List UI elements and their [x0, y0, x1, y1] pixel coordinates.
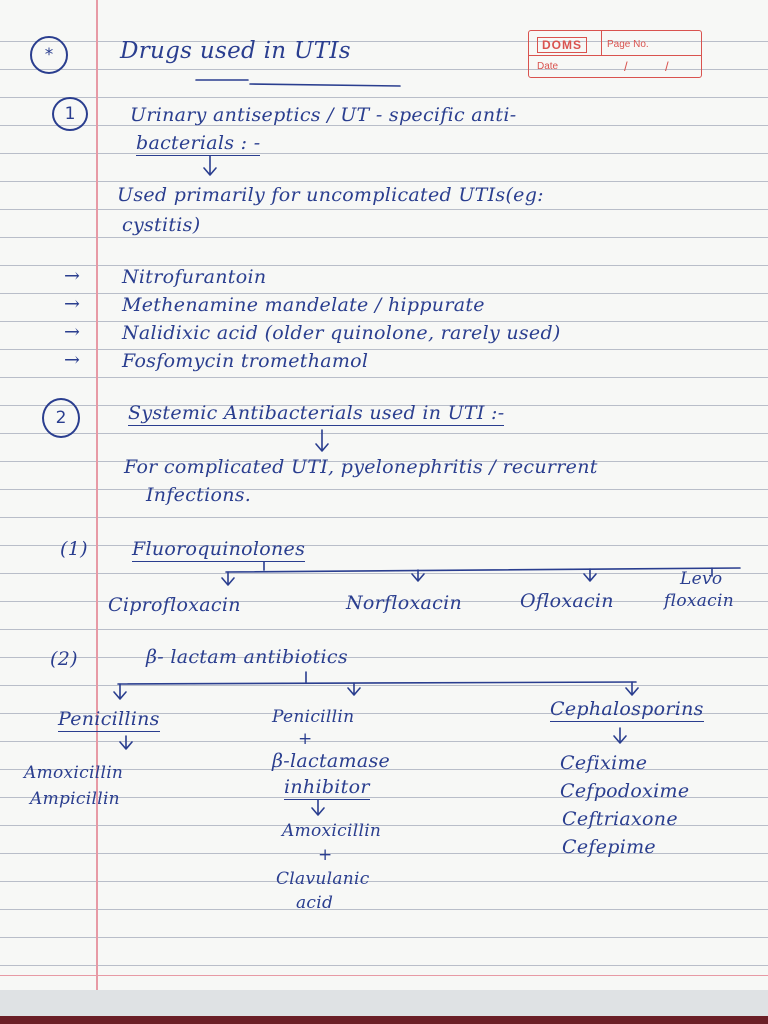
- section2-desc-line2: Infections.: [146, 484, 252, 506]
- list-item: Nitrofurantoin: [122, 266, 267, 288]
- fluoro-index: (1): [60, 538, 88, 560]
- branch-bracket: [226, 562, 740, 572]
- combo-drug: Amoxicillin: [282, 821, 382, 841]
- branch-bracket: [118, 672, 636, 684]
- cephalosporin-drug: Cefpodoxime: [560, 780, 690, 802]
- stamp-date-slash: /: [665, 59, 669, 74]
- fluoro-title: Fluoroquinolones: [132, 538, 306, 560]
- stamp-date-slash: /: [624, 59, 628, 74]
- list-item: Fosfomycin tromethamol: [122, 350, 369, 372]
- combo-line2: β-lactamase: [272, 750, 391, 772]
- penicillin-drug: Amoxicillin: [24, 763, 124, 783]
- down-arrow-icon: [222, 572, 234, 585]
- section-number-text: 1: [64, 104, 76, 124]
- bullet-arrow-icon: →: [64, 321, 81, 343]
- combo-line4: Clavulanic: [276, 869, 370, 889]
- list-item: Nalidixic acid (older quinolone, rarely used): [122, 322, 561, 344]
- section2-heading: Systemic Antibacterials used in UTI :-: [128, 402, 505, 424]
- down-arrow-icon: [626, 682, 638, 695]
- down-arrow-icon: [348, 683, 360, 695]
- fluoro-drug-levo-line2: floxacin: [664, 591, 734, 611]
- fluoro-drug: Ciprofloxacin: [108, 594, 241, 616]
- bullet-arrow-icon: →: [64, 349, 81, 371]
- penicillin-drug: Ampicillin: [30, 789, 120, 809]
- bullet-arrow-icon: →: [64, 265, 81, 287]
- bullet-arrow-icon: →: [64, 293, 81, 315]
- combo-line1: Penicillin: [272, 707, 355, 727]
- down-arrow-icon: [316, 430, 328, 451]
- fluoro-drug-levo-line1: Levo: [680, 569, 723, 589]
- stamp-page-label: Page No.: [607, 39, 649, 50]
- beta-title: β- lactam antibiotics: [146, 646, 348, 668]
- fluoro-drug: Ofloxacin: [520, 590, 614, 612]
- section1-heading-line1: Urinary antiseptics / UT - specific anti-: [130, 104, 517, 126]
- down-arrow-icon: [120, 736, 132, 749]
- list-item: Methenamine mandelate / hippurate: [122, 294, 485, 316]
- combo-line3: inhibitor: [284, 776, 370, 798]
- section1-heading-line2: bacterials : -: [136, 132, 261, 154]
- title-underline: [250, 84, 400, 86]
- page-title: Drugs used in UTIs: [120, 38, 351, 64]
- down-arrow-icon: [584, 569, 596, 581]
- penicillins-title: Penicillins: [58, 708, 160, 730]
- section1-desc-line1: Used primarily for uncomplicated UTIs(eg:: [117, 184, 544, 206]
- cephalosporin-drug: Ceftriaxone: [562, 808, 678, 830]
- stamp-date-label: Date: [537, 61, 559, 72]
- fluoro-drug: Norfloxacin: [346, 592, 462, 614]
- cephalosporin-drug: Cefepime: [562, 836, 656, 858]
- stamp-brand: DOMS: [537, 37, 587, 53]
- section-number-text: 2: [55, 408, 67, 428]
- section1-desc-line2: cystitis): [122, 214, 201, 236]
- beta-index: (2): [50, 648, 78, 670]
- combo-plus: +: [318, 845, 333, 865]
- combo-line5: acid: [296, 893, 334, 913]
- cephalosporins-title: Cephalosporins: [550, 698, 704, 720]
- cephalosporin-drug: Cefixime: [560, 752, 648, 774]
- down-arrow-icon: [614, 728, 626, 743]
- down-arrow-icon: [114, 684, 126, 699]
- section2-desc-line1: For complicated UTI, pyelonephritis / recurrent: [124, 456, 598, 478]
- down-arrow-icon: [312, 800, 324, 815]
- down-arrow-icon: [204, 156, 216, 175]
- combo-plus: +: [298, 729, 313, 749]
- down-arrow-icon: [412, 570, 424, 581]
- marker-text: *: [44, 45, 54, 65]
